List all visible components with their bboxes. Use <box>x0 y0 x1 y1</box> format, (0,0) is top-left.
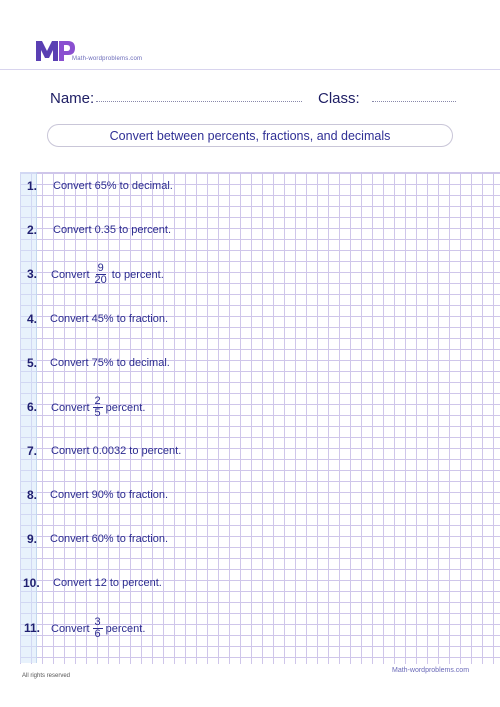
fraction-denominator: 5 <box>94 407 101 419</box>
question-text: Convert 75% to decimal. <box>50 357 170 369</box>
copyright-text: All rights reserved <box>22 673 71 679</box>
class-field[interactable] <box>372 101 456 102</box>
brand-site: Math-wordproblems.com <box>72 56 143 62</box>
fraction-numerator: 9 <box>97 262 104 274</box>
question-prefix: Convert <box>51 622 90 635</box>
worksheet-title: Convert between percents, fractions, and decimals <box>47 124 453 147</box>
question-number: 5. <box>27 356 38 370</box>
question-number: 2. <box>27 223 38 237</box>
fraction-numerator: 3 <box>94 616 101 628</box>
question-text: Convert 45% to fraction. <box>50 313 169 325</box>
fraction <box>93 396 103 419</box>
question-text: Convert 12 to percent. <box>53 577 162 589</box>
question-prefix: Convert <box>51 268 90 281</box>
question-text: Convert 90% to fraction. <box>50 489 169 501</box>
question-text: Convert 60% to fraction. <box>50 533 169 545</box>
question-suffix: to percent. <box>111 268 164 281</box>
question-text: Convert 0.0032 to percent. <box>51 445 182 457</box>
question-text <box>51 396 145 419</box>
question-number: 10. <box>23 576 40 590</box>
fraction-denominator: 6 <box>94 628 101 640</box>
class-label: Class: <box>318 90 360 107</box>
question-text: Convert 0.35 to percent. <box>53 224 172 236</box>
question-text: Convert 65% to decimal. <box>53 180 173 192</box>
question-text <box>51 263 164 286</box>
question-prefix: Convert <box>51 401 90 414</box>
header-divider <box>0 69 500 70</box>
question-text <box>51 617 145 640</box>
question-number: 3. <box>27 267 38 281</box>
fraction-numerator: 2 <box>94 395 101 407</box>
fraction <box>93 263 109 286</box>
name-field[interactable] <box>96 101 302 102</box>
footer-site-link[interactable]: Math-wordproblems.com <box>392 667 470 674</box>
question-suffix: percent. <box>105 622 146 635</box>
question-number: 7. <box>27 444 38 458</box>
fraction <box>93 617 103 640</box>
question-number: 8. <box>27 488 38 502</box>
name-label: Name: <box>50 90 95 107</box>
brand-logo <box>34 37 76 63</box>
question-number: 11. <box>24 621 41 635</box>
question-number: 4. <box>27 312 38 326</box>
question-number: 6. <box>27 400 38 414</box>
question-number: 9. <box>27 532 38 546</box>
question-number: 1. <box>27 179 38 193</box>
question-suffix: percent. <box>105 401 146 414</box>
fraction-denominator: 20 <box>94 274 107 286</box>
